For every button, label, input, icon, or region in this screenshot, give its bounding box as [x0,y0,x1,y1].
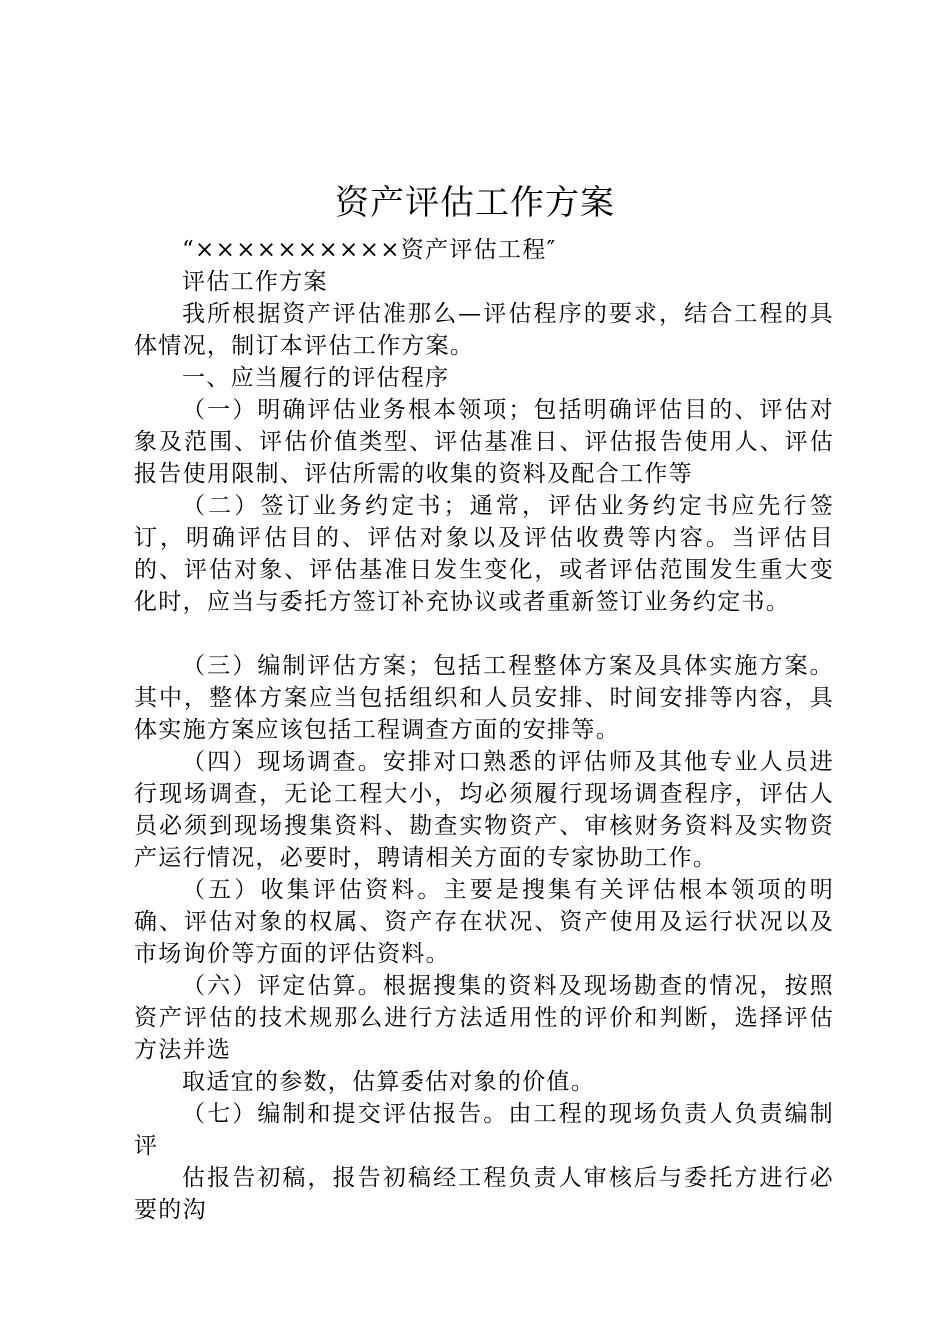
procedure-item-3: （三）编制评估方案；包括工程整体方案及具体实施方案。其中，整体方案应当包括组织和人员安排、时间安排等内容，具体实施方案应该包括工程调查方面的安排等。 [134,653,834,743]
procedure-item-6: （六）评定估算。根据搜集的资料及现场勘查的情况，按照资产评估的技术规那么进行方法适用性的评价和判断，选择评估方法并选 [134,973,834,1063]
procedure-item-7-continued: 估报告初稿，报告初稿经工程负责人审核后与委托方进行必要的沟 [134,1165,834,1223]
procedure-item-1: （一）明确评估业务根本领项；包括明确评估目的、评估对象及范围、评估价值类型、评估基准日、评估报告使用人、评估报告使用限制、评估所需的收集的资料及配合工作等 [134,397,834,487]
document-title: 资产评估工作方案 [335,183,615,223]
section-heading-procedures: 一、应当履行的评估程序 [182,365,450,391]
procedure-item-4: （四）现场调查。安排对口熟悉的评估师及其他专业人员进行现场调查，无论工程大小，均必须履行现场调查程序，评估人员必须到现场搜集资料、勘查实物资产、审核财务资料及实物资产运行情况，必要时，聘请相关方面的专家协助工作。 [134,749,834,871]
procedure-item-2: （二）签订业务约定书；通常，评估业务约定书应先行签订，明确评估目的、评估对象以及评估收费等内容。当评估目的、评估对象、评估基准日发生变化，或者评估范围发生重大变化时，应当与委托方签订补充协议或者重新签订业务约定书。 [134,493,834,615]
project-name-line: “××××××××××资产评估工程″ [182,237,557,263]
plan-subtitle: 评估工作方案 [182,269,328,295]
procedure-item-7: （七）编制和提交评估报告。由工程的现场负责人负责编制评 [134,1101,834,1159]
procedure-item-6-continued: 取适宜的参数，估算委估对象的价值。 [182,1069,596,1095]
document-body [134,234,834,1226]
intro-paragraph: 我所根据资产评估准那么—评估程序的要求，结合工程的具体情况，制订本评估工作方案。 [134,301,834,359]
procedure-item-5: （五）收集评估资料。主要是搜集有关评估根本领项的明确、评估对象的权属、资产存在状况、资产使用及运行状况以及市场询价等方面的评估资料。 [134,877,834,967]
